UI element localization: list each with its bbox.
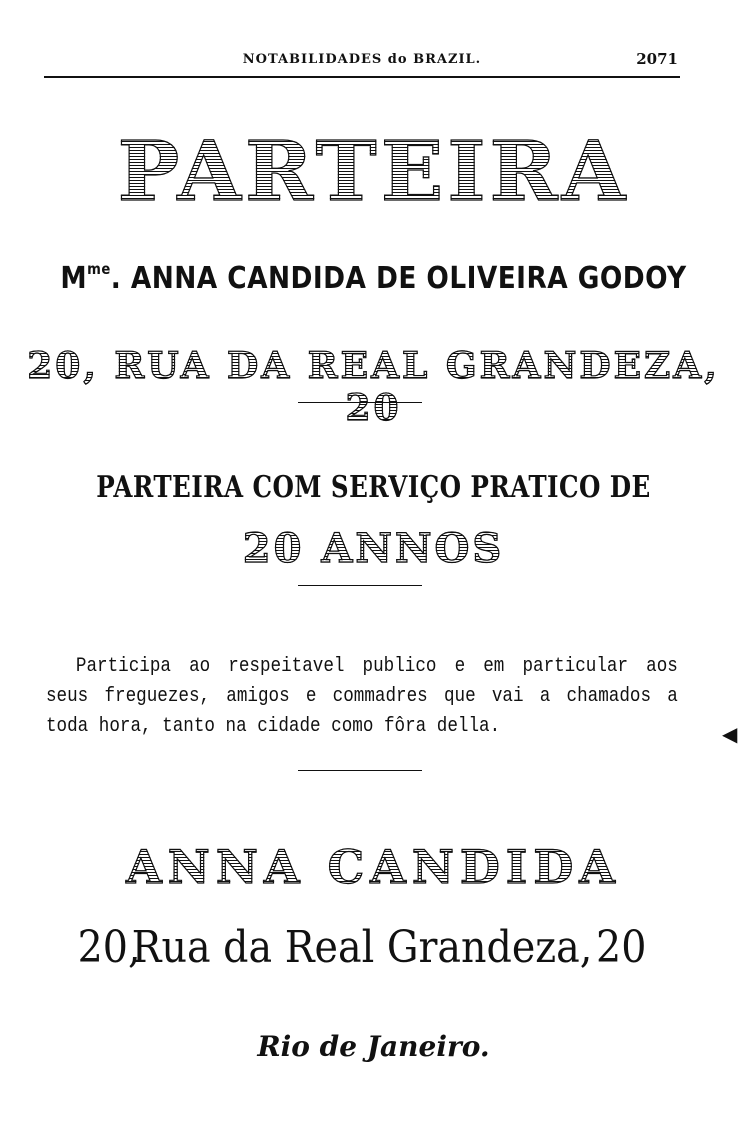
name-rest: . ANNA CANDIDA DE OLIVEIRA GODOY [110,261,687,296]
running-header [44,50,680,78]
address-street: Rua da Real Grandeza, [131,922,593,973]
signature-name: ANNA CANDIDA [0,840,747,894]
advertiser-name [45,260,702,296]
service-statement: PARTEIRA COM SERVIÇO PRATICO DE [96,470,651,505]
running-title: NOTABILIDADES do BRAZIL. [242,52,482,67]
page-number: 2071 [636,50,678,68]
advert-heading: PARTEIRA [0,125,747,220]
city-name: Rio de Janeiro. [257,1030,490,1063]
name-prefix-superscript: me [87,260,111,278]
divider-rule [298,770,422,771]
divider-rule [298,585,422,586]
address-number-left: 20, [77,922,141,973]
address-number-right: 20 [596,922,647,973]
divider-rule [298,402,422,403]
years-of-service: 20 ANNOS [0,525,747,572]
printer-mark-icon: ◀ [722,722,738,746]
street-address [78,922,647,982]
ornate-address: 20, RUA DA REAL GRANDEZA, 20 [0,345,747,429]
advert-body-paragraph: Participa ao respeitavel publico e em particular aos seus freguezes, amigos e commadres que vai a chamados a toda hora, tanto na cidade como fôra della. [46,655,678,738]
name-prefix: M [60,261,88,296]
